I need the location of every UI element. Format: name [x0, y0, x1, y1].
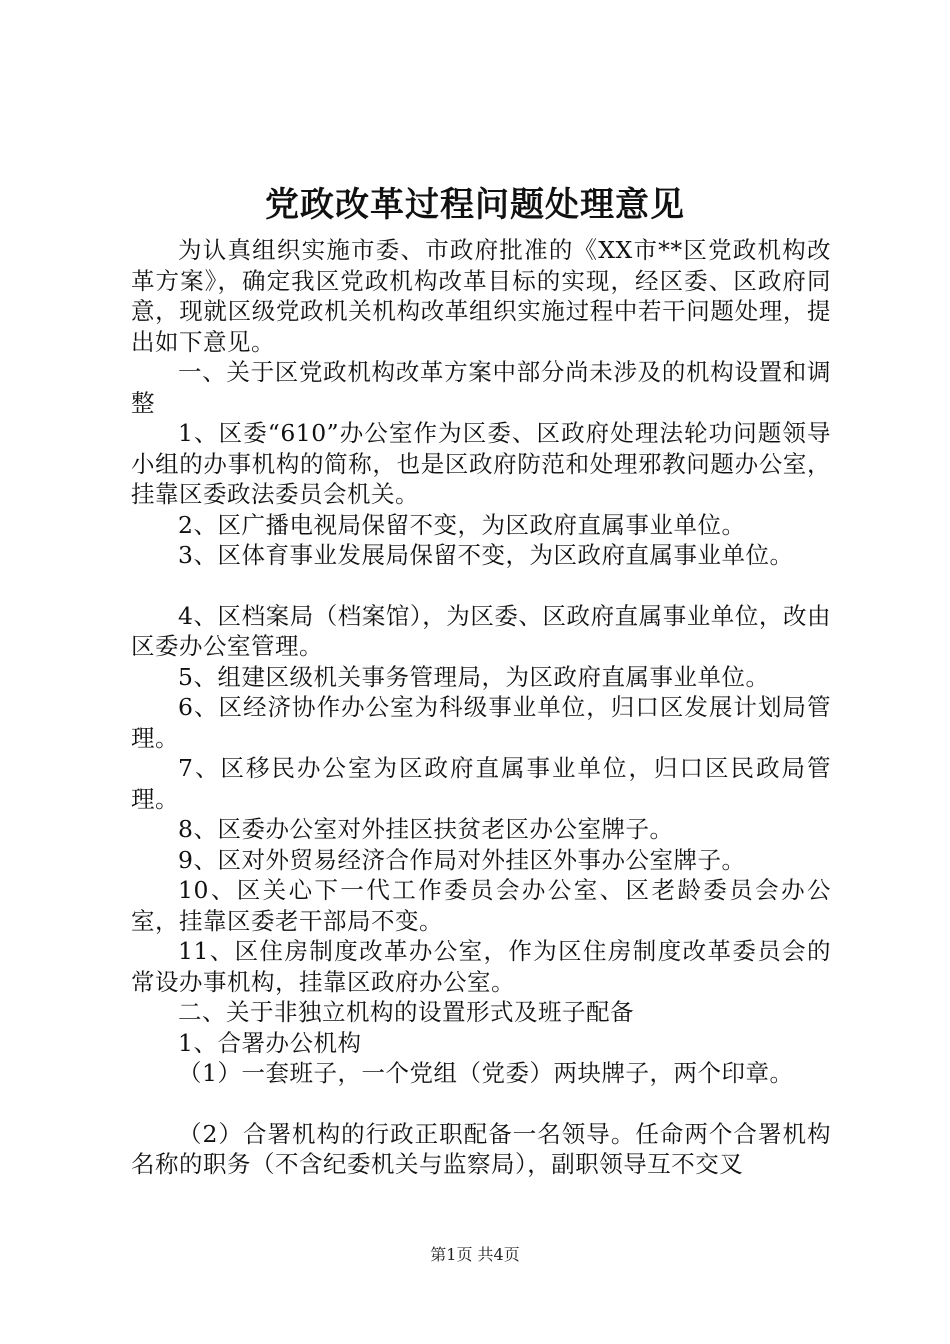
section-heading-1: 一、关于区党政机构改革方案中部分尚未涉及的机构设置和调整 — [131, 358, 831, 417]
paragraph-gap — [131, 1089, 831, 1119]
list-item: 7、区移民办公室为区政府直属事业单位，归口区民政局管理。 — [131, 754, 831, 813]
list-item: 1、区委“610”办公室作为区委、区政府处理法轮功问题领导小组的办事机构的简称，也是区政府防范和处理邪教问题办公室，挂靠区委政法委员会机关。 — [131, 419, 831, 508]
list-item: 10、区关心下一代工作委员会办公室、区老龄委员会办公室，挂靠区委老干部局不变。 — [131, 876, 831, 935]
list-item: 9、区对外贸易经济合作局对外挂区外事办公室牌子。 — [178, 845, 746, 874]
page-footer: 第1页 共4页 — [430, 1245, 520, 1264]
paragraph-gap — [131, 571, 831, 601]
document-body — [131, 235, 831, 1180]
section-heading-2: 二、关于非独立机构的设置形式及班子配备 — [178, 998, 634, 1026]
list-item: 8、区委办公室对外挂区扶贫老区办公室牌子。 — [178, 815, 674, 843]
list-item: 3、区体育事业发展局保留不变，为区政府直属事业单位。 — [178, 541, 794, 569]
list-item: 4、区档案局（档案馆），为区委、区政府直属事业单位，改由区委办公室管理。 — [131, 601, 831, 660]
subsection-heading: 1、合署办公机构 — [178, 1028, 362, 1057]
list-item: 11、区住房制度改革办公室，作为区住房制度改革委员会的常设办事机构，挂靠区政府办公室。 — [131, 937, 831, 996]
document-title: 党政改革过程问题处理意见 — [265, 185, 685, 225]
list-item: （1）一套班子，一个党组（党委）两块牌子，两个印章。 — [178, 1059, 794, 1087]
list-item: （2）合署机构的行政正职配备一名领导。任命两个合署机构名称的职务（不含纪委机关与监察局），副职领导互不交叉 — [131, 1119, 831, 1178]
list-item: 6、区经济协作办公室为科级事业单位，归口区发展计划局管理。 — [131, 693, 831, 752]
list-item: 5、组建区级机关事务管理局，为区政府直属事业单位。 — [178, 662, 770, 691]
paragraph-intro: 为认真组织实施市委、市政府批准的《XX市**区党政机构改革方案》，确定我区党政机构改革目标的实现，经区委、区政府同意，现就区级党政机关机构改革组织实施过程中若干问题处理，提出如下意见。 — [131, 236, 831, 356]
list-item: 2、区广播电视局保留不变，为区政府直属事业单位。 — [178, 510, 746, 539]
